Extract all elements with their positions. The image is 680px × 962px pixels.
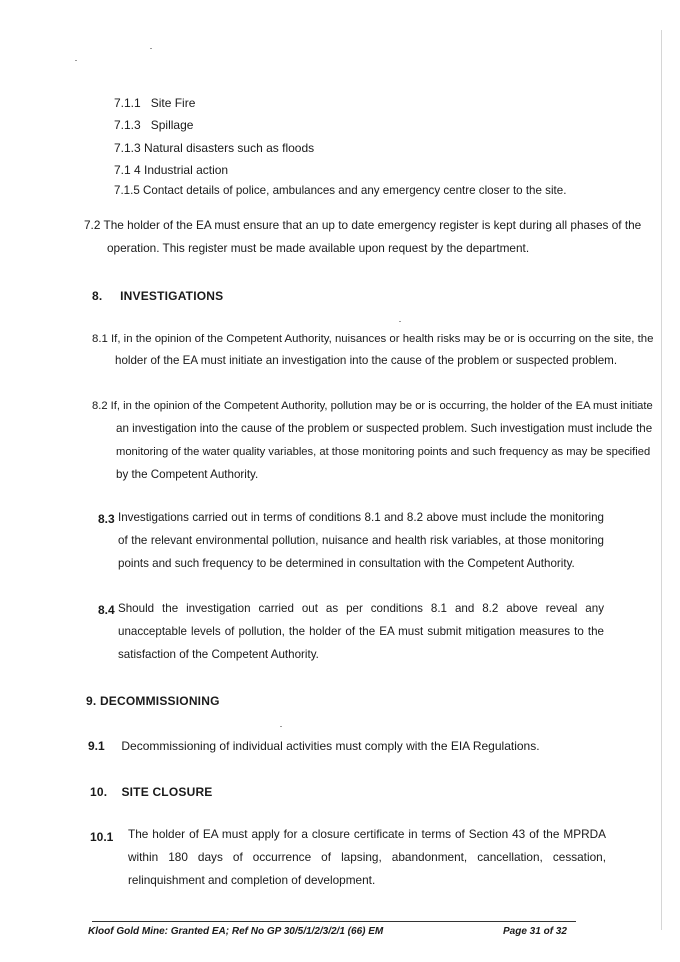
- footer-page-number: Page 31 of 32: [503, 926, 567, 937]
- paragraph-8-1-line-2: holder of the EA must initiate an investigation into the cause of the problem or suspected problem.: [115, 354, 618, 367]
- list-item-text: Spillage: [150, 118, 194, 132]
- section-heading-investigations: 8. INVESTIGATIONS: [92, 289, 224, 303]
- list-item: [114, 95, 195, 111]
- paragraph-number: 7.2: [84, 218, 101, 232]
- paragraph-8-4-text: Should the investigation carried out as per conditions 8.1 and 8.2 above reveal any unacceptable levels of pollution, the holder of the EA must submit mitigation measures to the satisfaction of the Competent Authority.: [118, 602, 604, 661]
- list-item: [114, 117, 193, 133]
- paragraph-9-1: 9.1 Decommissioning of individual activities must comply with the EIA Regulations.: [88, 739, 540, 753]
- list-item-text: Contact details of police, ambulances and any emergency centre closer to the site.: [143, 184, 567, 197]
- list-item-text: Industrial action: [144, 163, 229, 177]
- list-item-number: 7.1.3: [114, 118, 141, 132]
- paragraph-10-1-text: The holder of EA must apply for a closure certificate in terms of Section 43 of the MPRDA within 180 days of occurrence of lapsing, abandonment, cancellation, cessation, relinquishment and completion of development.: [128, 827, 606, 887]
- scan-speck: [399, 321, 401, 322]
- paragraph-7-2-line-2: operation. This register must be made available upon request by the department.: [107, 241, 530, 255]
- paragraph-number: 8.4: [98, 603, 115, 617]
- list-item-text: Site Fire: [150, 96, 196, 110]
- paragraph-number: 8.2: [92, 400, 108, 412]
- list-item: [114, 183, 566, 199]
- paragraph-number: 8.3: [98, 512, 115, 526]
- paragraph-number: 8.1: [92, 333, 108, 345]
- scan-speck: [150, 48, 152, 49]
- list-item-number: 7.1.1: [114, 96, 141, 110]
- paragraph-8-2-line-3: monitoring of the water quality variables, at those monitoring points and such frequency as may be specified: [116, 446, 651, 458]
- section-heading-decommissioning: 9. DECOMMISSIONING: [86, 694, 220, 708]
- footer-rule: [92, 921, 576, 922]
- footer-document-reference: Kloof Gold Mine: Granted EA; Ref No GP 30/5/1/2/3/2/1 (66) EM: [88, 926, 384, 937]
- paragraph-8-2-line-4: by the Competent Authority.: [116, 468, 259, 481]
- paragraph-8-2-line-1: 8.2 If, in the opinion of the Competent Authority, pollution may be or is occurring, the holder of the EA must initiate: [92, 400, 653, 412]
- paragraph-8-2-line-2: an investigation into the cause of the problem or suspected problem. Such investigation must include the: [116, 422, 653, 435]
- list-item: [114, 162, 228, 178]
- list-item-number: 7.1.3: [114, 141, 141, 155]
- list-item: [114, 140, 314, 156]
- scan-speck: [75, 60, 77, 61]
- list-item-text: Natural disasters such as floods: [144, 141, 315, 155]
- list-item-number: 7.1.5: [114, 184, 140, 197]
- section-heading-site-closure: 10. SITE CLOSURE: [90, 785, 213, 799]
- paragraph-8-3-text: Investigations carried out in terms of conditions 8.1 and 8.2 above must include the monitoring of the relevant environmental pollution, nuisance and health risk variables, at those monitoring points and such frequency to be determined in consultation with the Competent Authority.: [118, 511, 604, 570]
- list-item-number: 7.1 4: [114, 163, 141, 177]
- paragraph-number: 9.1: [88, 739, 105, 753]
- paragraph-7-2-line-1: 7.2 The holder of the EA must ensure that an up to date emergency register is kept during all phases of the: [84, 218, 642, 232]
- scan-speck: [280, 726, 282, 727]
- scan-edge-line: [661, 30, 662, 930]
- paragraph-8-1-line-1: 8.1 If, in the opinion of the Competent Authority, nuisances or health risks may be or is occurring on the site, the: [92, 333, 654, 345]
- paragraph-number: 10.1: [90, 830, 114, 844]
